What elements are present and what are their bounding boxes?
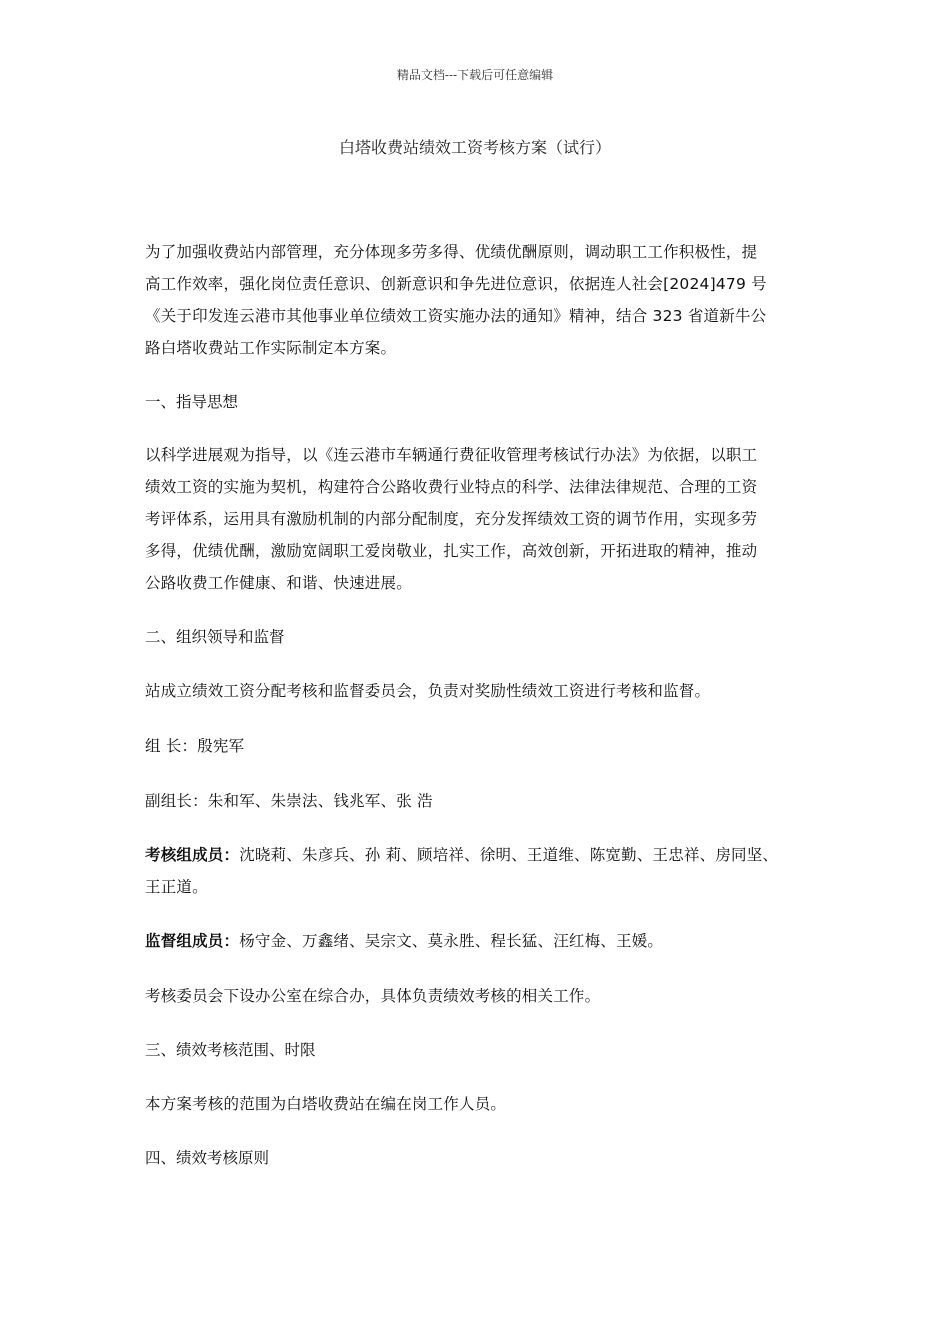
leader-text: 组 长：殷宪军 [145, 737, 245, 755]
intro-line: 为了加强收费站内部管理，充分体现多劳多得、优绩优酬原则，调动职工工作积极性，提 [145, 243, 758, 261]
intro-line: 《关于印发连云港市其他事业单位绩效工资实施办法的通知》精神，结合 323 省道新牛公 [145, 307, 767, 325]
office-note-text: 考核委员会下设办公室在综合办，具体负责绩效考核的相关工作。 [145, 987, 601, 1005]
section2-intro [145, 675, 810, 707]
section1-line: 考评体系，运用具有激励机制的内部分配制度，充分发挥绩效工资的调节作用，实现多劳 [145, 510, 758, 528]
section4-heading: 四、绩效考核原则 [145, 1149, 270, 1167]
section1-line: 多得，优绩优酬，激励宽阔职工爱岗敬业，扎实工作，高效创新，开拓进取的精神，推动 [145, 542, 758, 560]
section1-line: 绩效工资的实施为契机，构建符合公路收费行业特点的科学、法律法律规范、合理的工资 [145, 478, 758, 496]
supervise-label: 监督组成员： [145, 932, 240, 950]
vice-leader-text: 副组长：朱和军、朱崇法、钱兆军、张 浩 [145, 792, 433, 810]
section3-text: 本方案考核的范围为白塔收费站在编在岗工作人员。 [145, 1095, 507, 1113]
section2-heading: 二、组织领导和监督 [145, 628, 285, 646]
office-note [145, 980, 810, 1012]
section1-heading: 一、指导思想 [145, 393, 239, 411]
supervise-members-line [145, 925, 810, 957]
section2-intro-line: 站成立绩效工资分配考核和监督委员会，负责对奖励性绩效工资进行考核和监督。 [145, 682, 711, 700]
document-title: 白塔收费站绩效工资考核方案（试行） [338, 138, 611, 157]
assess-members-line [145, 839, 825, 871]
assess-members-line: 王正道。 [145, 878, 208, 896]
section3-paragraph [145, 1088, 810, 1120]
intro-line: 高工作效率，强化岗位责任意识、创新意识和争先进位意识，依据连人社会[2024]479 号 [145, 275, 767, 293]
leader-line [145, 730, 810, 762]
assess-label: 考核组成员： [145, 846, 240, 864]
assess-members-text: 沈晓莉、朱彦兵、孙 莉、顾培祥、徐明、王道维、陈宽勤、王忠祥、房同坚、 [239, 846, 779, 864]
intro-paragraph [145, 236, 810, 364]
assess-members [145, 839, 825, 903]
section1-paragraph [145, 439, 810, 599]
section3-heading: 三、绩效考核范围、时限 [145, 1041, 316, 1059]
header-note: 精品文档---下载后可任意编辑 [396, 68, 554, 82]
vice-leader-line [145, 785, 810, 817]
supervise-members [145, 925, 810, 957]
section1-line: 以科学进展观为指导，以《连云港市车辆通行费征收管理考核试行办法》为依据，以职工 [145, 446, 758, 464]
supervise-members-text: 杨守金、万鑫绪、吴宗文、莫永胜、程长猛、汪红梅、王媛。 [239, 932, 664, 950]
section1-line: 公路收费工作健康、和谐、快速进展。 [145, 574, 412, 592]
intro-line: 路白塔收费站工作实际制定本方案。 [145, 339, 397, 357]
